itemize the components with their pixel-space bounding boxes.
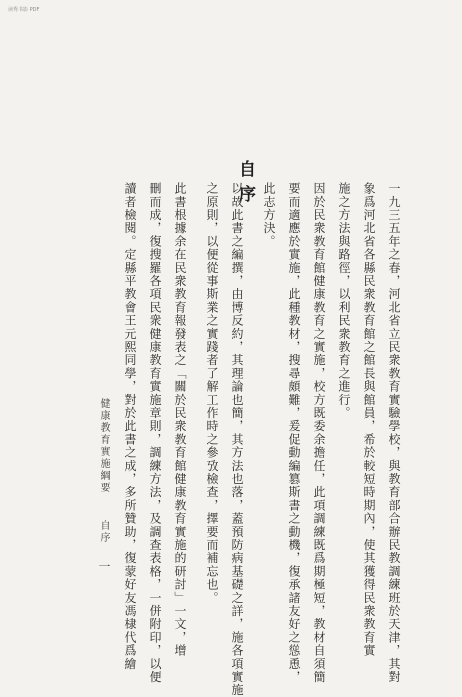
page-number: 一 [97,560,111,574]
text-line-7: 以故此書之編撰，由博反約，其理論也簡，其方法也落，蓋預防病基礎之詳，施各項實施 [230,182,244,697]
text-line-3: 施之方法與路徑，以利民衆教育之進行。 [337,182,351,420]
text-line-1: 一九三五年之春，河北省立民衆教育實驗學校，與教育部合辦民教調練班於天津，其對 [387,182,401,684]
text-line-9: 此書根據余在民衆教育報發表之「關於民衆教育館健康教育實施的研討」一文，增 [173,182,187,658]
text-line-8: 之原則，以便從事斯業之實踐者了解工作時之參攷檢查，擇要而補忘也。 [205,182,219,605]
text-line-5: 要而適應於實施，此種教材，搜尋頗難，爰促動編篡斯書之動機，復承諸友好之慫恿， [287,182,301,684]
text-line-6: 此志方決。 [262,182,276,248]
text-line-2: 象爲河北省各縣民衆教育館之館長與館員，希於較短時期內，使其獲得民衆教育實 [362,182,376,658]
text-line-11: 讀者檢閱。定縣平教會王元熙同學，對於此書之成，多所贊助，復蒙好友馮棣代爲繪 [123,182,137,671]
text-line-10: 刪而成，復搜羅各項民衆健康教育實施章則，調練方法，及調查表格，一併附印，以便 [148,182,162,684]
text-line-4: 因於民衆教育館健康教育之實施，校方既委余擔任，此項調練既爲期極短，教材自須簡 [312,182,326,684]
running-footer-section: 自序 [98,520,109,544]
page-title: 自序 [235,160,255,210]
running-footer-book-title: 健康教育實施綱要 [98,398,109,494]
watermark: 读秀书影 PDF [8,7,40,13]
